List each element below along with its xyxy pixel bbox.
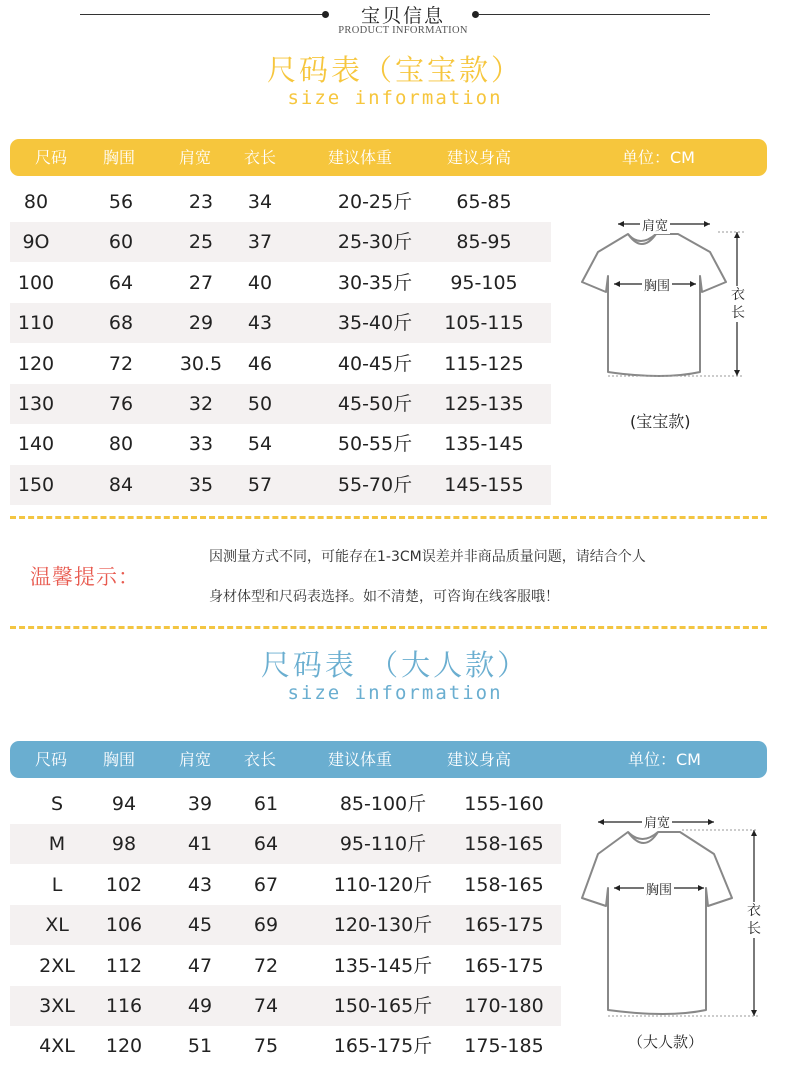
- table-cell: 57: [247, 473, 273, 496]
- header-line-right: [478, 14, 710, 15]
- table-cell: 72: [108, 352, 134, 375]
- header-subtitle: PRODUCT INFORMATION: [338, 25, 468, 36]
- table-cell: 61: [253, 793, 279, 815]
- column-header: 衣长: [244, 148, 277, 167]
- table-cell: 158-165: [464, 833, 544, 856]
- table-row: [10, 344, 551, 384]
- table-cell: 68: [108, 312, 134, 335]
- baby-tshirt-diagram: [578, 212, 758, 387]
- table-cell: 165-175斤: [333, 1035, 433, 1058]
- table-cell: 72: [253, 954, 279, 977]
- column-header: 建议体重: [328, 750, 393, 769]
- table-cell: L: [51, 873, 63, 896]
- adult-size-subtitle: size information: [287, 682, 503, 704]
- table-row: [10, 303, 551, 343]
- adult-length-label: 衣长: [747, 903, 761, 937]
- table-cell: 84: [108, 473, 134, 496]
- table-cell: 76: [108, 393, 134, 415]
- table-cell: 60: [108, 231, 134, 254]
- table-cell: 47: [187, 954, 213, 977]
- table-cell: 43: [247, 312, 273, 335]
- adult-chest-label: 胸围: [644, 879, 674, 898]
- table-cell: 150: [17, 473, 55, 496]
- table-cell: 54: [247, 433, 273, 456]
- adult-table-header: [10, 741, 767, 778]
- table-cell: 29: [188, 312, 214, 335]
- table-cell: 100: [17, 271, 55, 294]
- table-cell: 135-145斤: [333, 954, 433, 977]
- table-cell: 41: [187, 833, 213, 856]
- table-cell: 120: [17, 352, 55, 375]
- baby-table-header: [10, 139, 767, 176]
- table-cell: 98: [111, 833, 137, 856]
- table-cell: 46: [247, 352, 273, 375]
- table-cell: 33: [188, 433, 214, 456]
- table-cell: 165-175: [464, 914, 544, 937]
- table-cell: 120-130斤: [333, 914, 433, 937]
- table-cell: 32: [188, 393, 214, 415]
- adult-shoulder-label: 肩宽: [642, 812, 672, 831]
- table-cell: 80: [108, 433, 134, 456]
- table-cell: 39: [187, 793, 213, 815]
- table-cell: 3XL: [39, 995, 75, 1017]
- table-cell: 94: [111, 793, 137, 815]
- column-header: 建议体重: [328, 148, 393, 167]
- table-cell: 125-135: [444, 393, 524, 415]
- adult-diagram-caption: （大人款）: [628, 1033, 704, 1051]
- table-cell: 145-155: [444, 473, 524, 496]
- table-cell: 158-165: [464, 873, 544, 896]
- table-cell: 67: [253, 873, 279, 896]
- table-row: [10, 946, 561, 986]
- table-cell: 140: [17, 433, 55, 456]
- page-header: [0, 0, 790, 40]
- column-header: 尺码: [35, 148, 68, 167]
- adult-tshirt-diagram: [578, 806, 761, 1026]
- table-cell: 35-40斤: [337, 312, 413, 335]
- table-cell: 155-160: [464, 793, 544, 815]
- table-cell: 74: [253, 995, 279, 1017]
- table-cell: 27: [188, 271, 214, 294]
- table-row: [10, 784, 561, 824]
- table-cell: 115-125: [444, 352, 524, 375]
- table-cell: 65-85: [456, 191, 512, 213]
- tip-line-1: 因测量方式不同，可能存在1-3CM误差并非商品质量问题，请结合个人: [209, 549, 646, 565]
- table-cell: 165-175: [464, 954, 544, 977]
- table-cell: 34: [247, 191, 273, 213]
- baby-chest-label: 胸围: [642, 275, 672, 294]
- header-line-left: [80, 14, 328, 15]
- table-cell: 56: [108, 191, 134, 213]
- table-cell: 75: [253, 1035, 279, 1058]
- column-header: 肩宽: [179, 148, 212, 167]
- table-cell: 102: [105, 873, 143, 896]
- unit-label: 单位：CM: [622, 148, 695, 167]
- table-cell: 2XL: [39, 954, 75, 977]
- table-row: [10, 182, 551, 222]
- baby-size-subtitle: size information: [287, 87, 503, 109]
- table-cell: 50: [247, 393, 273, 415]
- table-cell: S: [50, 793, 64, 815]
- table-cell: 95-105: [450, 271, 518, 294]
- table-cell: 116: [105, 995, 143, 1017]
- table-cell: 50-55斤: [337, 433, 413, 456]
- table-cell: 110-120斤: [333, 873, 433, 896]
- table-cell: 105-115: [444, 312, 524, 335]
- table-cell: 106: [105, 914, 143, 937]
- table-cell: 85-100斤: [339, 793, 427, 815]
- baby-shoulder-label: 肩宽: [640, 215, 670, 234]
- divider-top: [10, 516, 767, 519]
- column-header: 胸围: [103, 148, 136, 167]
- divider-bottom: [10, 626, 767, 629]
- table-cell: 25-30斤: [337, 231, 413, 254]
- table-cell: 130: [17, 393, 55, 415]
- tshirt-icon: [578, 806, 758, 1026]
- column-header: 肩宽: [179, 750, 212, 769]
- column-header: 衣长: [244, 750, 277, 769]
- baby-diagram-caption: (宝宝款): [630, 412, 691, 431]
- table-row: [10, 424, 551, 464]
- table-row: [10, 222, 551, 262]
- table-cell: 23: [188, 191, 214, 213]
- table-cell: 49: [187, 995, 213, 1017]
- table-cell: 20-25斤: [337, 191, 413, 213]
- table-cell: 30.5: [179, 352, 223, 375]
- column-header: 胸围: [103, 750, 136, 769]
- column-header: 建议身高: [447, 750, 512, 769]
- table-cell: 170-180: [464, 995, 544, 1017]
- table-row: [10, 824, 561, 864]
- table-cell: 51: [187, 1035, 213, 1058]
- table-cell: 35: [188, 473, 214, 496]
- table-cell: 150-165斤: [333, 995, 433, 1017]
- table-cell: 110: [17, 312, 55, 335]
- table-cell: 175-185: [464, 1035, 544, 1058]
- adult-size-title: 尺码表 （大人款）: [260, 648, 530, 682]
- table-cell: M: [48, 833, 66, 856]
- table-cell: 25: [188, 231, 214, 254]
- table-cell: 55-70斤: [337, 473, 413, 496]
- table-row: [10, 1026, 561, 1066]
- unit-label: 单位：CM: [628, 750, 701, 769]
- table-cell: 4XL: [39, 1035, 75, 1058]
- table-row: [10, 465, 551, 505]
- table-cell: 43: [187, 873, 213, 896]
- header-dot-left: [322, 11, 329, 18]
- table-cell: 40: [247, 271, 273, 294]
- table-row: [10, 865, 561, 905]
- table-cell: 112: [105, 954, 143, 977]
- table-cell: 64: [253, 833, 279, 856]
- tip-label: 温馨提示：: [30, 565, 140, 589]
- header-title: 宝贝信息: [360, 5, 445, 27]
- table-cell: 69: [253, 914, 279, 937]
- table-row: [10, 905, 561, 945]
- column-header: 建议身高: [447, 148, 512, 167]
- table-cell: 37: [247, 231, 273, 254]
- table-cell: 135-145: [444, 433, 524, 456]
- baby-size-title: 尺码表（宝宝款）: [266, 53, 523, 87]
- table-cell: 64: [108, 271, 134, 294]
- table-cell: XL: [45, 914, 69, 937]
- tip-line-2: 身材体型和尺码表选择。如不清楚，可咨询在线客服哦！: [209, 589, 559, 605]
- table-cell: 45-50斤: [337, 393, 413, 415]
- table-cell: 40-45斤: [337, 352, 413, 375]
- baby-length-label: 衣长: [728, 286, 748, 322]
- table-row: [10, 263, 551, 303]
- table-row: [10, 384, 551, 424]
- table-row: [10, 986, 561, 1026]
- table-cell: 9O: [22, 231, 50, 254]
- column-header: 尺码: [35, 750, 68, 769]
- table-cell: 120: [105, 1035, 143, 1058]
- table-cell: 45: [187, 914, 213, 937]
- table-cell: 95-110斤: [339, 833, 427, 856]
- table-cell: 80: [23, 191, 49, 213]
- table-cell: 85-95: [456, 231, 512, 254]
- table-cell: 30-35斤: [337, 271, 413, 294]
